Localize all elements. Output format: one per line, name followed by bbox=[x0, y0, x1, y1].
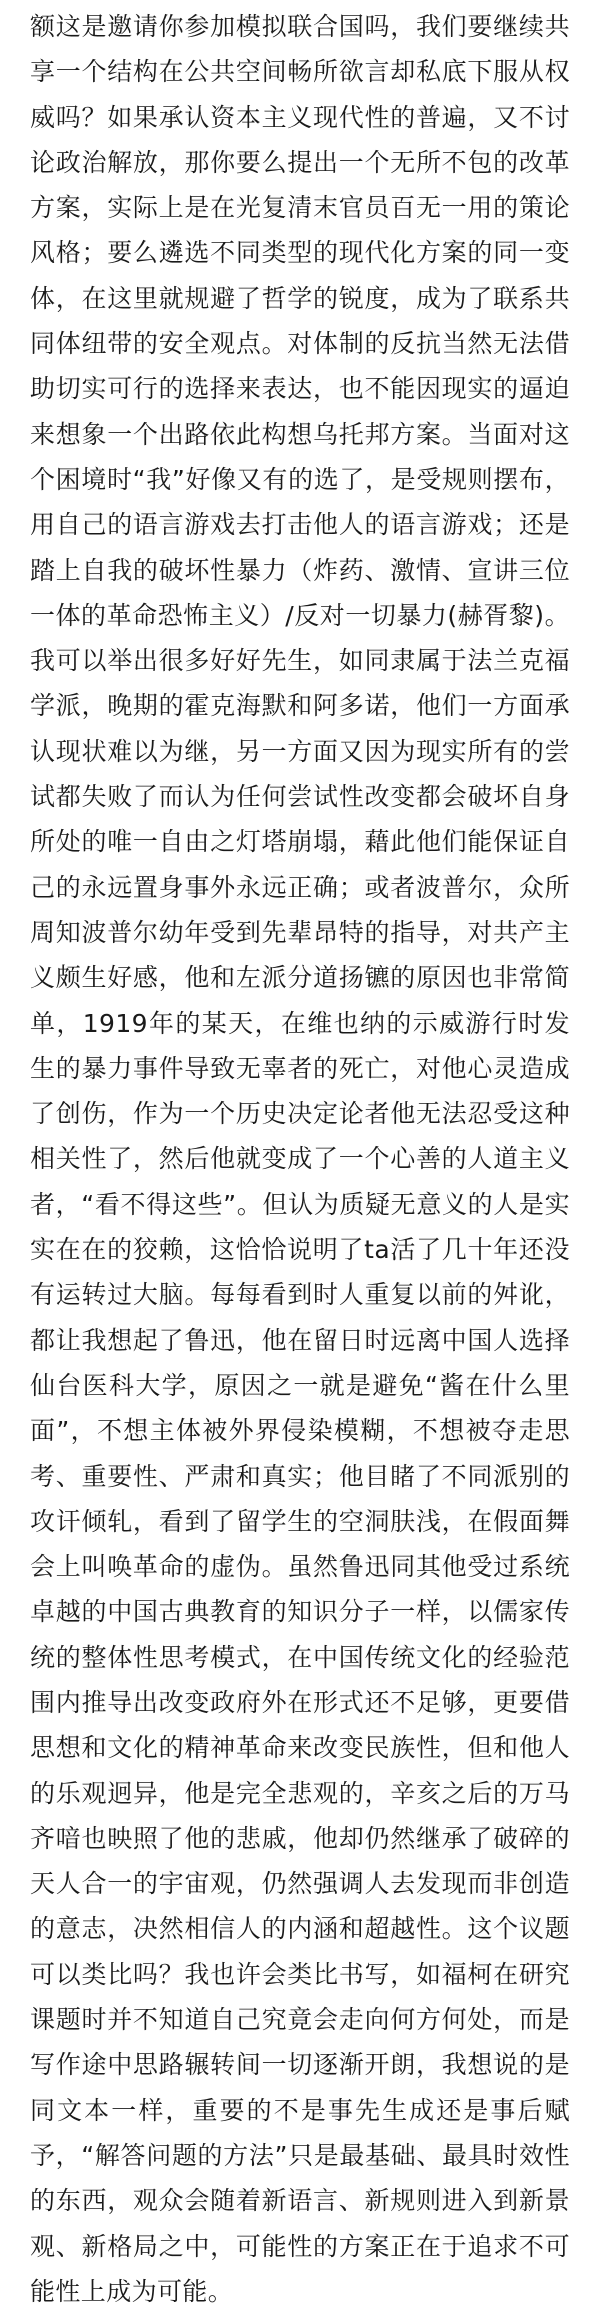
article-body-text: 额这是邀请你参加模拟联合国吗，我们要继续共享一个结构在公共空间畅所欲言却私底下服从权威吗？如果承认资本主义现代性的普遍，又不讨论政治解放，那你要么提出一个无所不包的改革方案，实际上是在光复清末官员百无一用的策论风格；要么遴选不同类型的现代化方案的同一变体，在这里就规避了哲学的锐度，成为了联系共同体纽带的安全观点。对体制的反抗当然无法借助切实可行的选择来表达，也不能因现实的逼迫来想象一个出路依此构想乌托邦方案。当面对这个困境时“我”好像又有的选了，是受规则摆布，用自己的语言游戏去打击他人的语言游戏；还是踏上自我的破坏性暴力（炸药、激情、宣讲三位一体的革命恐怖主义）/反对一切暴力(赫胥黎)。我可以举出很多好好先生，如同隶属于法兰克福学派，晚期的霍克海默和阿多诺，他们一方面承认现状难以为继，另一方面又因为现实所有的尝试都失败了而认为任何尝试性改变都会破坏自身所处的唯一自由之灯塔崩塌，藉此他们能保证自己的永远置身事外永远正确；或者波普尔，众所周知波普尔幼年受到先辈昂特的指导，对共产主义颇生好感，他和左派分道扬镳的原因也非常简单，1919年的某天，在维也纳的示威游行时发生的暴力事件导致无辜者的死亡，对他心灵造成了创伤，作为一个历史决定论者他无法忍受这种相关性了，然后他就变成了一个心善的人道主义者，“看不得这些”。但认为质疑无意义的人是实实在在的狡赖，这恰恰说明了ta活了几十年还没有运转过大脑。每每看到时人重复以前的舛讹，都让我想起了鲁迅，他在留日时远离中国人选择仙台医科大学，原因之一就是避免“酱在什么里面”，不想主体被外界侵染模糊，不想被夺走思考、重要性、严肃和真实；他目睹了不同派别的攻讦倾轧，看到了留学生的空洞肤浅，在假面舞会上叫唤革命的虚伪。虽然鲁迅同其他受过系统卓越的中国古典教育的知识分子一样，以儒家传统的整体性思考模式，在中国传统文化的经验范围内推导出改变政府外在形式还不足够，更要借思想和文化的精神革命来改变民族性，但和他人的乐观迥异，他是完全悲观的，辛亥之后的万马齐喑也映照了他的悲戚，他却仍然继承了破碎的天人合一的宇宙观，仍然强调人去发现而非创造的意志，决然相信人的内涵和超越性。这个议题可以类比吗？我也许会类比书写，如福柯在研究课题时并不知道自己究竟会走向何方何处，而是写作途中思路辗转间一切逐渐开朗，我想说的是同文本一样，重要的不是事先生成还是事后赋予，“解答问题的方法”只是最基础、最具时效性的东西，观众会随着新语言、新规则进入到新景观、新格局之中，可能性的方案正在于追求不可能性上成为可能。 bbox=[30, 12, 570, 2306]
